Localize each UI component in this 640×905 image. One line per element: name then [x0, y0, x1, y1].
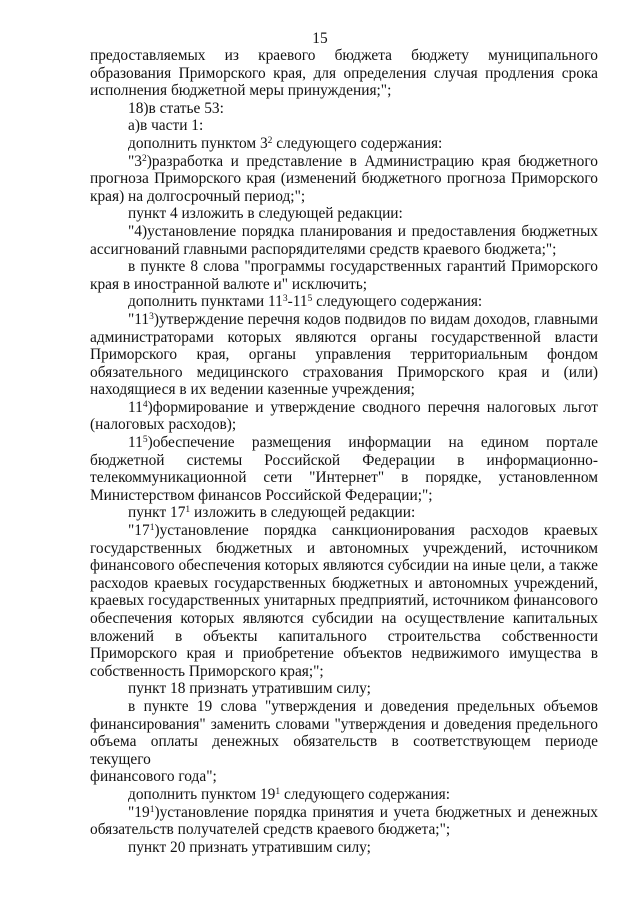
text-line: государственных бюджетных и автономных учреждений, источником	[90, 539, 598, 557]
text-line	[90, 135, 598, 153]
text-line	[90, 434, 598, 452]
page-number: 15	[312, 30, 328, 47]
text-line: пункт 20 признать утратившим силу;	[128, 838, 371, 856]
text-line: края в иностранной валюте и" исключить;	[90, 275, 368, 293]
superscript: 4	[142, 399, 148, 410]
text-line	[90, 804, 598, 822]
text-line	[90, 504, 598, 522]
text-line: Приморского края, органы управления территориальным фондом	[90, 346, 598, 364]
text-run: "3	[128, 152, 142, 170]
text-run: 11	[128, 434, 143, 452]
text-run: )обеспечение размещения информации на едином портале	[147, 434, 598, 452]
text-line: края) на долгосрочный период;";	[90, 187, 306, 205]
text-run: )установление порядка санкционирования расходов краевых	[154, 522, 598, 540]
document-body	[90, 47, 598, 856]
text-line: телекоммуникационной сети "Интернет" в порядке, установленном	[90, 469, 598, 487]
text-line: (налоговых расходов);	[90, 416, 237, 434]
text-line: обязательного медицинского страхования Приморского края и (или)	[90, 363, 598, 381]
article-item: 18)в статье 53:	[128, 99, 224, 117]
text-line: финансового обеспечения которых являются субсидии на иные цели, а также	[90, 557, 598, 575]
text-run: )разработка и представление в Администрацию края бюджетного	[146, 152, 598, 170]
superscript: 2	[267, 135, 273, 146]
superscript: 5	[142, 435, 148, 446]
text-line: образования Приморского края, для определения случая продления срока	[90, 64, 598, 82]
article-subitem: а)в части 1:	[128, 117, 204, 135]
text-run: 11	[128, 398, 143, 416]
text-run: дополнить пунктом 3	[128, 134, 268, 152]
text-run: )формирование и утверждение сводного перечня налоговых льгот	[147, 398, 598, 416]
text-run: следующего содержания:	[272, 134, 443, 152]
text-run: дополнить пунктом 19	[128, 785, 276, 803]
text-run: изложить в следующей редакции:	[190, 504, 416, 522]
text-line: бюджетной системы Российской Федерации в информационно-	[90, 451, 598, 469]
text-line	[90, 786, 598, 804]
text-line: обеспечения которых являются субсидии на осуществление капитальных	[90, 610, 598, 627]
text-line: ассигнований главными распорядителями средств краевого бюджета;";	[90, 240, 557, 258]
superscript: 3	[149, 311, 154, 322]
text-line: Приморского края и приобретение объектов недвижимого имущества в	[90, 645, 598, 663]
text-line: объема оплаты денежных обязательств в соответствующем периоде текущего	[90, 733, 598, 768]
superscript: 5	[307, 294, 313, 305]
text-line	[90, 311, 598, 329]
text-line: финансирования" заменить словами "утверждения и доведения предельного	[90, 715, 598, 733]
text-run: )утверждение перечня кодов подвидов по видам доходов, главными	[153, 310, 598, 328]
text-line: пункт 18 признать утратившим силу;	[128, 680, 371, 698]
text-run: следующего содержания:	[312, 293, 483, 311]
text-run: "11	[128, 310, 150, 328]
superscript: 3	[282, 294, 288, 305]
text-line: прогноза Приморского края (изменений бюджетного прогноза Приморского	[90, 170, 598, 188]
text-line: собственность Приморского края;";	[90, 662, 324, 680]
text-line: финансового года";	[90, 768, 217, 786]
text-line: исполнения бюджетной меры принуждения;";	[90, 82, 392, 100]
text-line: краевых государственных унитарных предприятий, источником финансового	[90, 592, 598, 610]
text-line: в пункте 19 слова "утверждения и доведения предельных объемов	[128, 697, 598, 715]
text-line: расходов краевых государственных бюджетных и автономных учреждений,	[90, 574, 598, 592]
text-line: пункт 4 изложить в следующей редакции:	[128, 205, 403, 223]
superscript: 1	[149, 523, 155, 534]
text-run: следующего содержания:	[280, 785, 451, 803]
text-run: "19	[128, 803, 150, 821]
text-run: "17	[128, 522, 150, 540]
superscript: 1	[185, 505, 191, 516]
text-line	[90, 293, 598, 311]
text-line	[90, 153, 598, 171]
text-line: вложений в объекты капитального строительства собственности	[90, 627, 598, 645]
text-run: пункт 17	[128, 504, 186, 522]
text-run: -11	[287, 293, 308, 311]
text-line: обязательств получателей средств краевого бюджета;";	[90, 821, 451, 839]
text-run: )установление порядка принятия и учета бюджетных и денежных	[154, 803, 598, 821]
text-line	[90, 399, 598, 417]
text-line: "4)установление порядка планирования и предоставления бюджетных	[128, 222, 598, 240]
superscript: 1	[275, 786, 281, 797]
text-run: дополнить пунктами 11	[128, 293, 283, 311]
superscript: 1	[149, 804, 155, 815]
superscript: 2	[141, 153, 147, 164]
text-line	[90, 522, 598, 540]
text-line: в пункте 8 слова "программы государственных гарантий Приморского	[128, 258, 598, 276]
text-line: находящиеся в их ведении казенные учреждения;	[90, 381, 415, 399]
text-line: администраторами которых являются органы государственной власти	[90, 328, 598, 346]
text-line: предоставляемых из краевого бюджета бюджету муниципального	[90, 47, 598, 64]
text-line: Министерством финансов Российской Федерации;";	[90, 486, 433, 504]
